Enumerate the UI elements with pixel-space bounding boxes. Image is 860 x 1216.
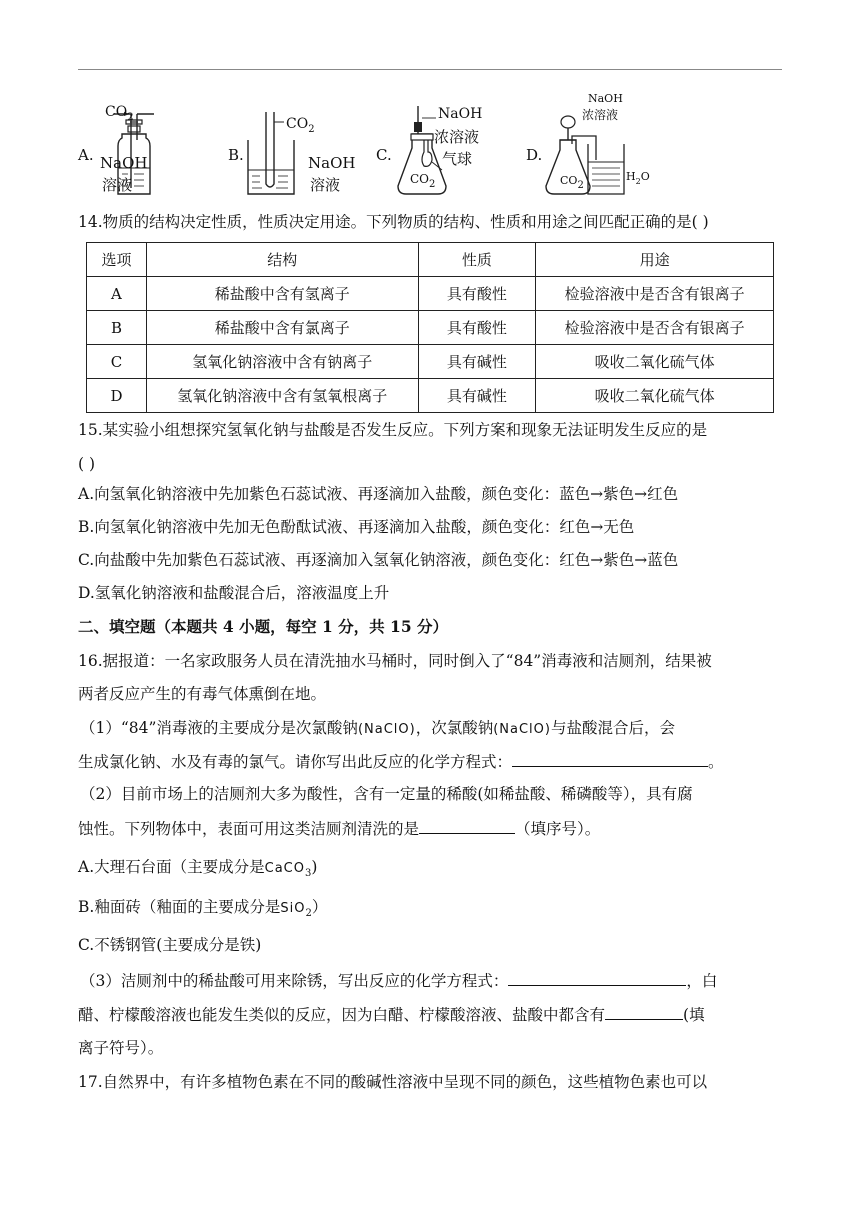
gas-washing-bottle-icon: [78, 100, 208, 200]
part3-line2-end: (填: [683, 1006, 705, 1024]
table-header-cell: 结构: [146, 243, 418, 277]
table-cell: 具有碱性: [418, 379, 536, 413]
figure-d-reagent-name: NaOH: [588, 92, 623, 105]
header-rule: [78, 69, 782, 70]
figure-c-reagent-name: NaOH: [438, 106, 483, 122]
question-16-part3-line1: [80, 969, 717, 992]
table-cell: B: [87, 311, 147, 345]
table-cell: A: [87, 277, 147, 311]
question-16-part2-line2: [78, 817, 600, 840]
figure-c-letter: C.: [376, 146, 392, 164]
figure-d-gas: CO: [560, 174, 578, 187]
question-16-part1-line1: [80, 717, 675, 741]
part1-text-c: 与盐酸混合后，会: [550, 719, 675, 737]
table-cell: 吸收二氧化硫气体: [536, 345, 774, 379]
table-header-cell: 性质: [418, 243, 536, 277]
table-cell: 稀盐酸中含有氢离子: [146, 277, 418, 311]
figure-b-gas-sub: 2: [308, 124, 315, 135]
figure-a-gas-sub: 2: [127, 112, 134, 123]
table-cell: 检验溶液中是否含有银离子: [536, 311, 774, 345]
figure-c: [376, 100, 526, 200]
question-16-part1-line2: [78, 750, 724, 773]
part1-line2-end: 。: [708, 753, 724, 771]
table-cell: 具有酸性: [418, 311, 536, 345]
beaker-tube-icon: [228, 100, 368, 200]
table-header-cell: 用途: [536, 243, 774, 277]
option-b-text: B.釉面砖（釉面的主要成分是: [78, 898, 281, 916]
part3-line2-text: 醋、柠檬酸溶液也能发生类似的反应，因为白醋、柠檬酸溶液、盐酸中都含有: [78, 1006, 606, 1024]
figure-b-solution-word: 溶液: [310, 176, 341, 194]
part1-text-a: （1）“84”消毒液的主要成分是次氯酸钠: [80, 719, 358, 737]
formula-sodium-hypochlorite: (NaClO): [493, 722, 551, 737]
figure-c-reagent-word: 浓溶液: [434, 128, 480, 146]
part3-line1-text: （3）洁厕剂中的稀盐酸可用来除锈，写出反应的化学方程式：: [80, 972, 509, 990]
option-a-end: ): [311, 858, 318, 876]
part1-line2-text: 生成氯化钠、水及有毒的氯气。请你写出此反应的化学方程式：: [78, 753, 513, 771]
figure-a-solution-name: NaOH: [100, 154, 148, 172]
question-15-option-c: C.向盐酸中先加紫色石蕊试液、再逐滴加入氢氧化钠溶液，颜色变化：红色→紫色→蓝色: [78, 551, 679, 569]
question-14-table: [86, 242, 774, 413]
section-heading: 二、填空题（本题共 4 小题，每空 1 分，共 15 分）: [78, 617, 449, 636]
part3-line1-end: ，白: [686, 972, 718, 990]
table-cell: C: [87, 345, 147, 379]
figure-d-water-tail: O: [640, 170, 650, 183]
question-13-figures: [78, 92, 782, 200]
figure-b-letter: B.: [228, 146, 244, 164]
table-cell: 具有酸性: [418, 277, 536, 311]
formula-silicon-dioxide: SiO: [280, 901, 306, 916]
part2-line2-end: （填序号）。: [515, 820, 601, 838]
question-14-stem: 14.物质的结构决定性质，性质决定用途。下列物质的结构、性质和用途之间匹配正确的是( ): [78, 213, 709, 231]
question-16-stem-line1: 16.据报道：一名家政服务人员在清洗抽水马桶时，同时倒入了“84”消毒液和洁厕剂，结果被: [78, 652, 712, 670]
table-cell: 氢氧化钠溶液中含有钠离子: [146, 345, 418, 379]
figure-a-gas: CO: [105, 104, 128, 120]
figure-c-balloon: 气球: [442, 150, 473, 168]
table-row: [87, 379, 774, 413]
question-16-option-a: [78, 856, 317, 881]
figure-a-letter: A.: [78, 146, 94, 164]
question-16-option-b: [78, 896, 327, 921]
figure-c-gas-sub: 2: [429, 179, 436, 190]
table-row: [87, 277, 774, 311]
question-15-option-b: B.向氢氧化钠溶液中先加无色酚酞试液、再逐滴加入盐酸，颜色变化：红色→无色: [78, 518, 635, 536]
table-row: [87, 311, 774, 345]
part1-text-b: ，次氯酸钠: [415, 719, 494, 737]
option-b-end: ）: [311, 898, 328, 916]
question-15-option-a: A.向氢氧化钠溶液中先加紫色石蕊试液、再逐滴加入盐酸，颜色变化：蓝色→紫色→红色: [78, 485, 679, 503]
question-15-stem: 15.某实验小组想探究氢氧化钠与盐酸是否发生反应。下列方案和现象无法证明发生反应的是: [78, 421, 708, 439]
figure-a-solution-word: 溶液: [102, 176, 133, 194]
question-16-stem-line2: 两者反应产生的有毒气体熏倒在地。: [78, 685, 327, 703]
part2-line2-text: 蚀性。下列物体中，表面可用这类洁厕剂清洗的是: [78, 820, 420, 838]
formula-sodium-hypochlorite: (NaClO): [357, 722, 416, 737]
figure-d-letter: D.: [526, 146, 543, 164]
question-15-option-d: D.氢氧化钠溶液和盐酸混合后，溶液温度上升: [78, 584, 390, 602]
question-16-part3-line2: [78, 1003, 705, 1026]
figure-d-water-sub: 2: [635, 177, 641, 186]
answer-blank[interactable]: [419, 817, 515, 834]
option-a-text: A.大理石台面（主要成分是: [78, 858, 265, 876]
table-cell: 吸收二氧化硫气体: [536, 379, 774, 413]
table-cell: 检验溶液中是否含有银离子: [536, 277, 774, 311]
figure-d: [526, 92, 706, 200]
question-15-answer-paren: ( ): [78, 455, 96, 473]
answer-blank[interactable]: [512, 750, 708, 767]
figure-d-reagent-word: 浓溶液: [582, 108, 619, 122]
table-cell: D: [87, 379, 147, 413]
formula-subscript: 3: [304, 868, 312, 879]
table-header-cell: 选项: [87, 243, 147, 277]
formula-calcium-carbonate: CaCO: [264, 861, 305, 876]
figure-d-gas-sub: 2: [577, 180, 584, 191]
answer-blank[interactable]: [508, 969, 686, 986]
question-16-option-c: C.不锈钢管(主要成分是铁): [78, 936, 262, 954]
answer-blank[interactable]: [605, 1003, 683, 1020]
table-cell: 稀盐酸中含有氯离子: [146, 311, 418, 345]
table-row: [87, 345, 774, 379]
question-16-part3-line3: 离子符号）。: [78, 1039, 164, 1057]
table-cell: 氢氧化钠溶液中含有氢氧根离子: [146, 379, 418, 413]
formula-subscript: 2: [305, 908, 312, 919]
table-cell: 具有碱性: [418, 345, 536, 379]
figure-a: [78, 100, 208, 200]
figure-b: [228, 100, 368, 200]
figure-b-gas: CO: [286, 116, 309, 132]
question-17-stem: 17.自然界中，有许多植物色素在不同的酸碱性溶液中呈现不同的颜色，这些植物色素也可以: [78, 1073, 708, 1091]
question-16-part2-line1: （2）目前市场上的洁厕剂大多为酸性，含有一定量的稀酸(如稀盐酸、稀磷酸等），具有腐: [80, 785, 693, 803]
figure-b-solution-name: NaOH: [308, 154, 356, 172]
table-header-row: [87, 243, 774, 277]
figure-c-gas: CO: [410, 172, 430, 186]
figure-d-water: H: [626, 170, 636, 183]
